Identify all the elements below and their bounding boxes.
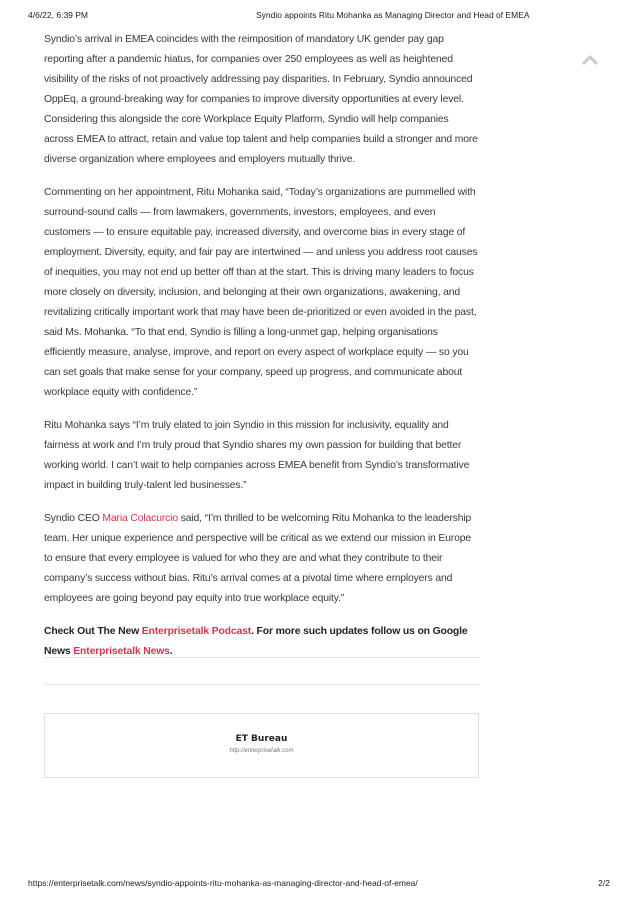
paragraph-text: said, “I’m thrilled to be welcoming Ritu Mohanka to the leadership team. Her unique experience and perspective will be critical as we extend our mission in Europe to ensure that every employee is valued for who they are and what they contribute to their company’s success without bias. Ritu’s arrival comes at a pivotal time where employers and employees are going beyond pay equity into true workplace equity.” [44, 513, 472, 604]
print-footer [28, 878, 610, 892]
cta-paragraph [44, 622, 480, 662]
divider [44, 657, 480, 658]
print-url: https://enterprisetalk.com/news/syndio-appoints-ritu-mohanka-as-managing-director-and-head-of-emea/ [28, 878, 418, 888]
article-paragraph: Commenting on her appointment, Ritu Mohanka said, “Today’s organizations are pummelled with surround-sound calls — from lawmakers, governments, investors, employees, and even customers — to ensure equitable pay, increased diversity, and overcome bias in every stage of employment. Diversity, equity, and fair pay are intertwined — and unless you address root causes of inequities, you may not end up better off than at the start. This is driving many leaders to focus more closely on diversity, inclusion, and belonging at their own organizations, awakening, and revitalizing critically important work that may have been de-prioritized or even avoided in the past, said Ms. Mohanka. “To that end, Syndio is filling a long-unmet gap, helping organisations efficiently measure, analyse, improve, and report on every aspect of workplace equity — so you can set goals that make sense for your company, speed up progress, and communicate about workplace equity with confidence.” [44, 187, 478, 398]
author-box [44, 713, 479, 778]
article-paragraph [44, 509, 480, 609]
page-number: 2/2 [598, 878, 610, 888]
print-header [28, 10, 610, 24]
divider [44, 684, 480, 685]
author-site-link[interactable]: http://enterprisetalk.com [229, 748, 294, 754]
podcast-link[interactable]: Enterprisetalk Podcast [141, 626, 252, 637]
article-paragraph: Syndio’s arrival in EMEA coincides with the reimposition of mandatory UK gender pay gap reporting after a pandemic hiatus, for companies over 250 employees as well as heightened visibility of the risks of not proactively addressing pay disparities. In February, Syndio announced OppEq, a ground-breaking way for companies to improve diversity opportunities at every level. Considering this alongside the core Workplace Equity Platform, Syndio will help companies across EMEA to attract, retain and value top talent and help companies build a stronger and more diverse organization where employees and employers mutually thrive. [44, 34, 478, 165]
author-name[interactable]: ET Bureau [235, 734, 288, 744]
news-link[interactable]: Enterprisetalk News [73, 646, 170, 657]
cta-text: Check Out The New [44, 626, 142, 637]
chevron-up-icon [582, 53, 598, 65]
cta-text: . [169, 646, 173, 657]
print-timestamp: 4/6/22, 6:39 PM [28, 10, 89, 20]
cta-text: . For more such updates follow us on Google News [44, 626, 468, 657]
paragraph-text: Syndio CEO [44, 513, 103, 524]
article-body [44, 30, 480, 675]
print-page-title: Syndio appoints Ritu Mohanka as Managing Director and Head of EMEA [256, 10, 530, 20]
scroll-to-top-button[interactable] [582, 52, 598, 64]
maria-colacurcio-link[interactable]: Maria Colacurcio [102, 513, 178, 524]
article-paragraph: Ritu Mohanka says “I’m truly elated to join Syndio in this mission for inclusivity, equality and fairness at work and I’m truly proud that Syndio shares my own passion for building that better working world. I can’t wait to help companies across EMEA benefit from Syndio’s transformative impact in building truly-talent led businesses.” [44, 420, 470, 491]
